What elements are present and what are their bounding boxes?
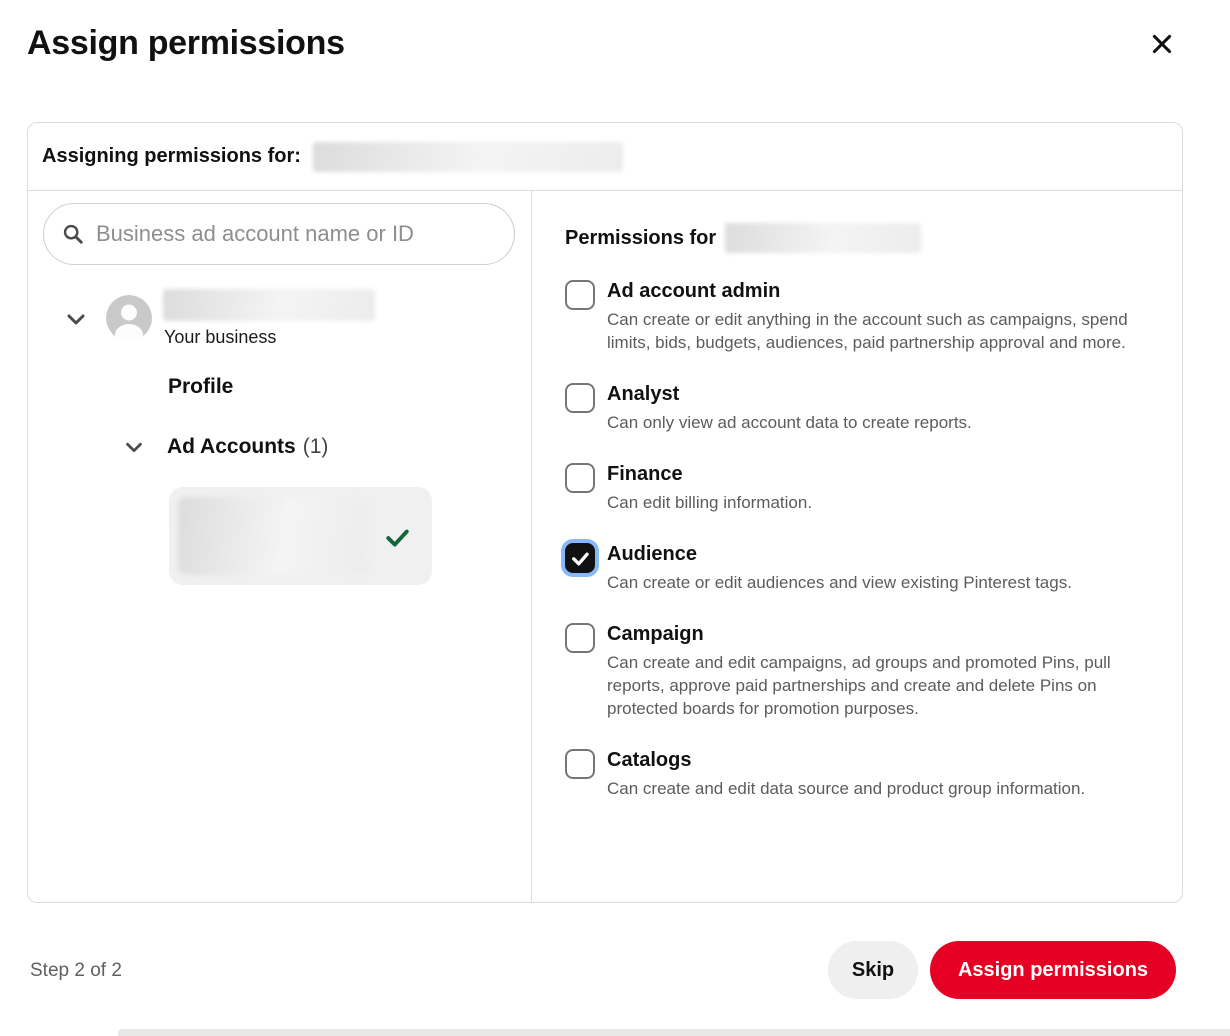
permission-description-ad-account-admin: Can create or edit anything in the account such as campaigns, spend limits, bids, budgets, audiences, paid partnership approval and more. [607,310,1128,352]
redacted-assignee-name [725,223,921,253]
checkbox-audience[interactable] [565,543,595,573]
redacted-ad-account-name [178,497,368,575]
ad-accounts-label: Ad Accounts [167,435,296,458]
search-box[interactable] [43,203,515,265]
checkbox-campaign[interactable] [565,623,595,653]
permission-row [565,622,1158,720]
permission-description-catalogs: Can create and edit data source and product group information. [607,779,1086,798]
permission-row [565,748,1158,800]
chevron-down-icon[interactable] [64,307,88,336]
selected-ad-account-item[interactable] [169,487,432,585]
checkbox-analyst[interactable] [565,383,595,413]
permissions-list [565,279,1158,800]
search-icon [62,223,84,245]
permission-row [565,279,1158,354]
permission-row [565,542,1158,594]
assign-permissions-panel [27,122,1183,903]
permissions-for-heading [565,223,1158,253]
permissions-pane [532,191,1182,903]
redacted-assignee-name [313,142,623,172]
account-tree-pane [28,191,532,903]
checkmark-icon [570,548,590,568]
permission-row [565,382,1158,434]
person-silhouette-icon [106,295,152,341]
permission-description-analyst: Can only view ad account data to create reports. [607,413,972,432]
checkbox-finance[interactable] [565,463,595,493]
step-indicator: Step 2 of 2 [30,960,122,981]
ad-accounts-count: (1) [302,435,329,458]
your-business-label: Your business [164,327,277,347]
page-title: Assign permissions [27,24,345,62]
assign-permissions-button[interactable]: Assign permissions [930,941,1176,999]
background-page-edge [118,1029,1230,1036]
permission-description-audience: Can create or edit audiences and view existing Pinterest tags. [607,573,1072,592]
permission-title-analyst: Analyst [607,383,680,405]
chevron-down-icon [123,436,145,458]
permissions-for-label: Permissions for [565,226,717,249]
close-icon-glyph [1149,31,1175,57]
permission-description-campaign: Can create and edit campaigns, ad groups and promoted Pins, pull reports, approve paid partnerships and create and delete Pins on protected boards for promotion purposes. [607,653,1111,718]
selected-check-icon [384,524,410,555]
skip-button[interactable]: Skip [828,941,918,999]
close-icon[interactable] [1142,24,1182,64]
checkbox-ad-account-admin[interactable] [565,280,595,310]
permission-title-ad-account-admin: Ad account admin [607,280,781,302]
search-input[interactable] [96,221,496,247]
permission-row [565,462,1158,514]
sidebar-item-ad-accounts[interactable] [123,435,328,459]
redacted-business-name [163,289,375,321]
assigning-for-header [28,123,1182,191]
permission-title-catalogs: Catalogs [607,749,692,771]
permission-title-campaign: Campaign [607,623,704,645]
checkbox-catalogs[interactable] [565,749,595,779]
permission-description-finance: Can edit billing information. [607,493,813,512]
business-avatar [106,295,152,341]
permission-title-finance: Finance [607,463,683,485]
permission-title-audience: Audience [607,543,698,565]
assigning-for-label: Assigning permissions for: [42,145,301,167]
sidebar-item-profile[interactable]: Profile [168,375,234,398]
